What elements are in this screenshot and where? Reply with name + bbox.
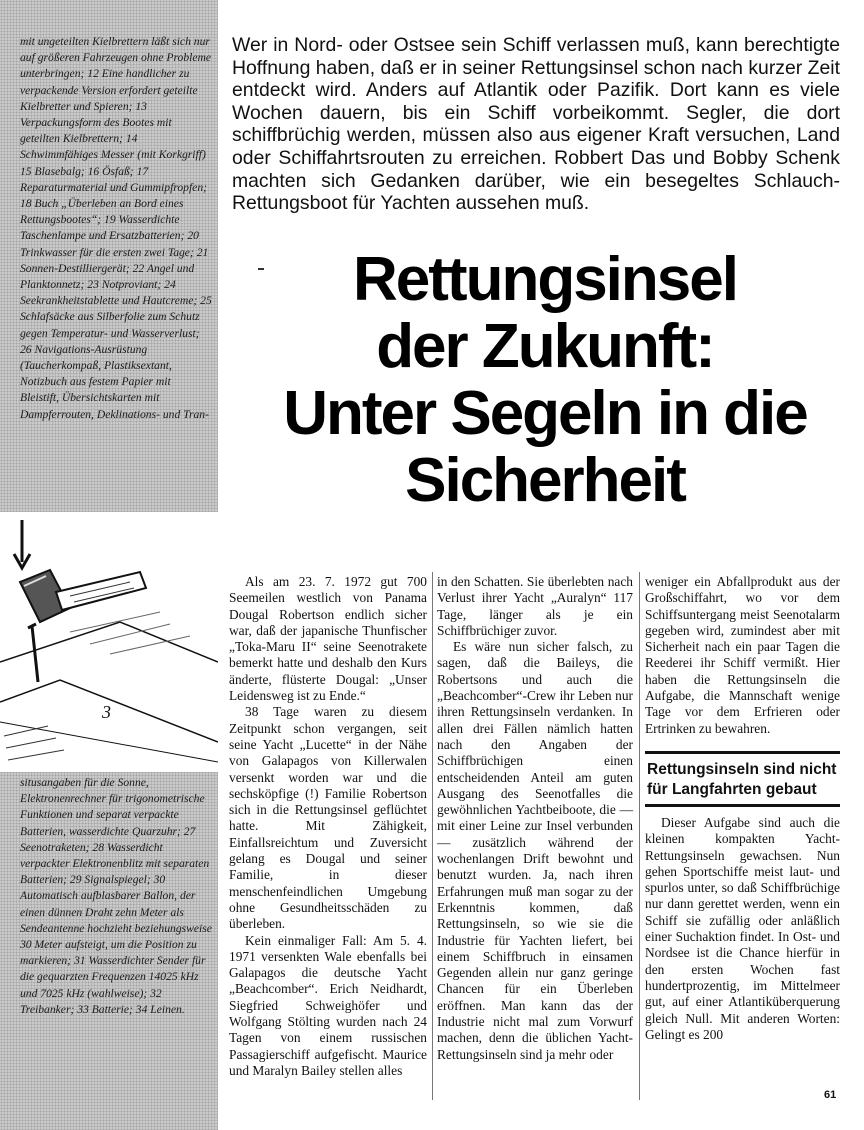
sidebar-panel bbox=[0, 0, 218, 1130]
article-paragraph: 38 Tage waren zu diesem Zeitpunkt schon vergangen, seit seine Yacht „Lucette“ in der Nähe von Galapagos von Killerwalen versenkt worden war und die sechsköpfige (!) Familie Robertson sich in die Rettungsinsel geflüchtet hatte. Mit Zähigkeit, Einfallsreichtum und Zuversicht gelang es Dougal und seiner Familie, in dieser menschenfeindlichen Umgebung ohne Gesundheitsschäden zu überleben. bbox=[229, 704, 427, 932]
page-number: 61 bbox=[824, 1089, 837, 1101]
article-column-3 bbox=[645, 574, 840, 1043]
subheading: Rettungsinseln sind nicht für Langfahrten gebaut bbox=[647, 760, 837, 798]
article-paragraph: weniger ein Abfallprodukt aus der Großschiffahrt, wo vor dem Schiffsuntergang meist Seenotalarm gegeben wird, zumindest aber mit Sicherheit nach ein paar Tagen die Reederei ihr Schiff vermißt. Hier haben die Rettungsinseln die Aufgabe, die Mannschaft wenige Tage vor dem Erfrieren oder Ertrinken zu bewahren. bbox=[645, 574, 840, 736]
subheading-box bbox=[645, 751, 840, 807]
article-column-1 bbox=[229, 574, 427, 1079]
hammer-drawing bbox=[0, 512, 218, 772]
equipment-list-top: mit ungeteilten Kielbrettern läßt sich nur auf größeren Fahrzeugen ohne Probleme unterbringen; 12 Eine handlicher zu verpackende Version erfordert geteilte Kielbretter und Spieren; 13 Verpackungsform des Bootes mit geteilten Kielbrettern; 14 Schwimmfähiges Messer (mit Korkgriff) 15 Blasebalg; 16 Ösfaß; 17 Reparaturmaterial und Gummipfropfen; 18 Buch „Überleben an Bord eines Rettungsbootes“; 19 Wasserdichte Taschenlampe und Ersatzbatterien; 20 Trinkwasser für die ersten zwei Tage; 21 Sonnen-Destilliergerät; 22 Angel und Planktonnetz; 23 Notproviant; 24 Seekrankheitstablette und Hautcreme; 25 Schlafsäcke aus Silberfolie zum Schutz gegen Temperatur- und Wasserverlust; 26 Navigations-Ausrüstung (Taucherkompaß, Plastiksextant, Notizbuch aus festem Papier mit Bleistift, Übersichtskarten mit Dampferrouten, Deklinations- und Tran- bbox=[20, 35, 212, 421]
headline-line-3: Unter Segeln in die bbox=[283, 379, 807, 448]
article-paragraph: Dieser Aufgabe sind auch die kleinen kompakten Yacht-Rettungsinseln gewachsen. Nun gehen Sportschiffe meist laut- und spurlos unter, so daß Schiffbrüchige nur dann gerettet werden, wenn ein Schiff sie zufällig oder anläßlich einer Suchaktion findet. In Ost- und Nordsee ist die Chance hierfür in den ersten Wochen fast hundertprozentig, im Mittelmeer gut, auf einer Atlantiküberquerung gleich Null. Mit anderen Worten: Gelingt es 200 bbox=[645, 814, 840, 1042]
article-column-2 bbox=[437, 574, 633, 1063]
headline-line-4: Sicherheit bbox=[405, 446, 685, 515]
intro-paragraph: Wer in Nord- oder Ostsee sein Schiff verlassen muß, kann berechtigte Hoffnung haben, daß er in seiner Rettungsinsel schon nach kurzer Zeit entdeckt wird. Anders auf Atlantik oder Pazifik. Dort kann es viele Wochen dauern, bis ein Schiff vorbeikommt. Segler, die dort schiffbrüchig werden, müssen also aus eigener Kraft versuchen, Land oder Schiffahrtsrouten zu erreichen. Robbert Das und Bobby Schenk machten sich Gedanken darüber, wie ein besegeltes Schlauch-Rettungsboot für Yachten aussehen muß. bbox=[232, 34, 840, 215]
illustration-label: 3 bbox=[102, 702, 111, 722]
article-paragraph: Kein einmaliger Fall: Am 5. 4. 1971 versenkten Wale ebenfalls bei Galapagos die deutsche Yacht „Beachcomber“. Erich Neidhardt, Siegfried Schweighöfer und Wolfgang Stölting wurden nach 24 Tagen von einem russischen Passagierschiff aufgefischt. Maurice und Maralyn Bailey stellen alles bbox=[229, 932, 427, 1078]
article-paragraph: in den Schatten. Sie überlebten nach Verlust ihrer Yacht „Auralyn“ 117 Tage, länger als je ein Schiffbrüchiger zuvor. bbox=[437, 574, 633, 638]
column-divider bbox=[639, 572, 640, 1100]
headline-line-2: der Zukunft: bbox=[376, 312, 714, 381]
headline-line-1: Rettungsinsel bbox=[353, 245, 737, 314]
article-paragraph: Es wäre nun sicher falsch, zu sagen, daß die Baileys, die Robertsons und auch die „Beachcomber“-Crew ihr Leben nur ihren Rettungsinseln verdanken. In allen drei Fällen nämlich hatten nach den Angaben der Schiffbrüchigen einen entscheidenden Anteil am guten Ausgang des Seenotfalles die gewöhnlichen Yachtbeiboote, die — mit einer Leine zur Insel verbunden — zusätzlich während der wochenlangen Drift bewohnt und benutzt wurden. Ja, nach ihren Erfahrungen muß man sogar zu der Erkenntnis kommen, daß Rettungsinseln, so wie sie die Industrie für Yachten liefert, bei einem Schiffbruch in einsamen Gegenden allein nur ganz geringe Chancen für ein Überleben eröffnen. Man kann das der Industrie nicht mal zum Vorwurf machen, denn die üblichen Yacht-Rettungsinseln sind ja mehr oder bbox=[437, 639, 633, 1062]
column-divider bbox=[432, 572, 433, 1100]
headline bbox=[240, 246, 850, 514]
subheading-rule-bottom bbox=[645, 804, 840, 807]
article-paragraph: Als am 23. 7. 1972 gut 700 Seemeilen westlich von Panama Dougal Robertson endlich sicher war, daß der japanische Thunfischer „Toka-Maru II“ seine Seenotrakete bemerkt hatte und deshalb den Kurs änderte, flüsterte Dougal: „Unser Leidensweg ist zu Ende.“ bbox=[229, 574, 427, 704]
equipment-list-bottom: situsangaben für die Sonne, Elektronenrechner für trigonometrische Funktionen und separat verpackte Batterien, wasserdichte Quarzuhr; 27 Seenotraketen; 28 Wasserdicht verpackter Elektronenblitz mit separaten Batterien; 29 Signalspiegel; 30 Automatisch aufblasbarer Ballon, der einen dünnen Draht zehn Meter als Sendeantenne hochzieht beziehungsweise 30 Meter aufsteigt, um die Position zu markieren; 31 Wasserdichter Sender für die gequarzten Frequenzen 14025 kHz und 7025 kHz (wahlweise); 32 Treibanker; 33 Batterie; 34 Leinen. bbox=[20, 776, 212, 1016]
hammer-illustration bbox=[0, 512, 218, 772]
